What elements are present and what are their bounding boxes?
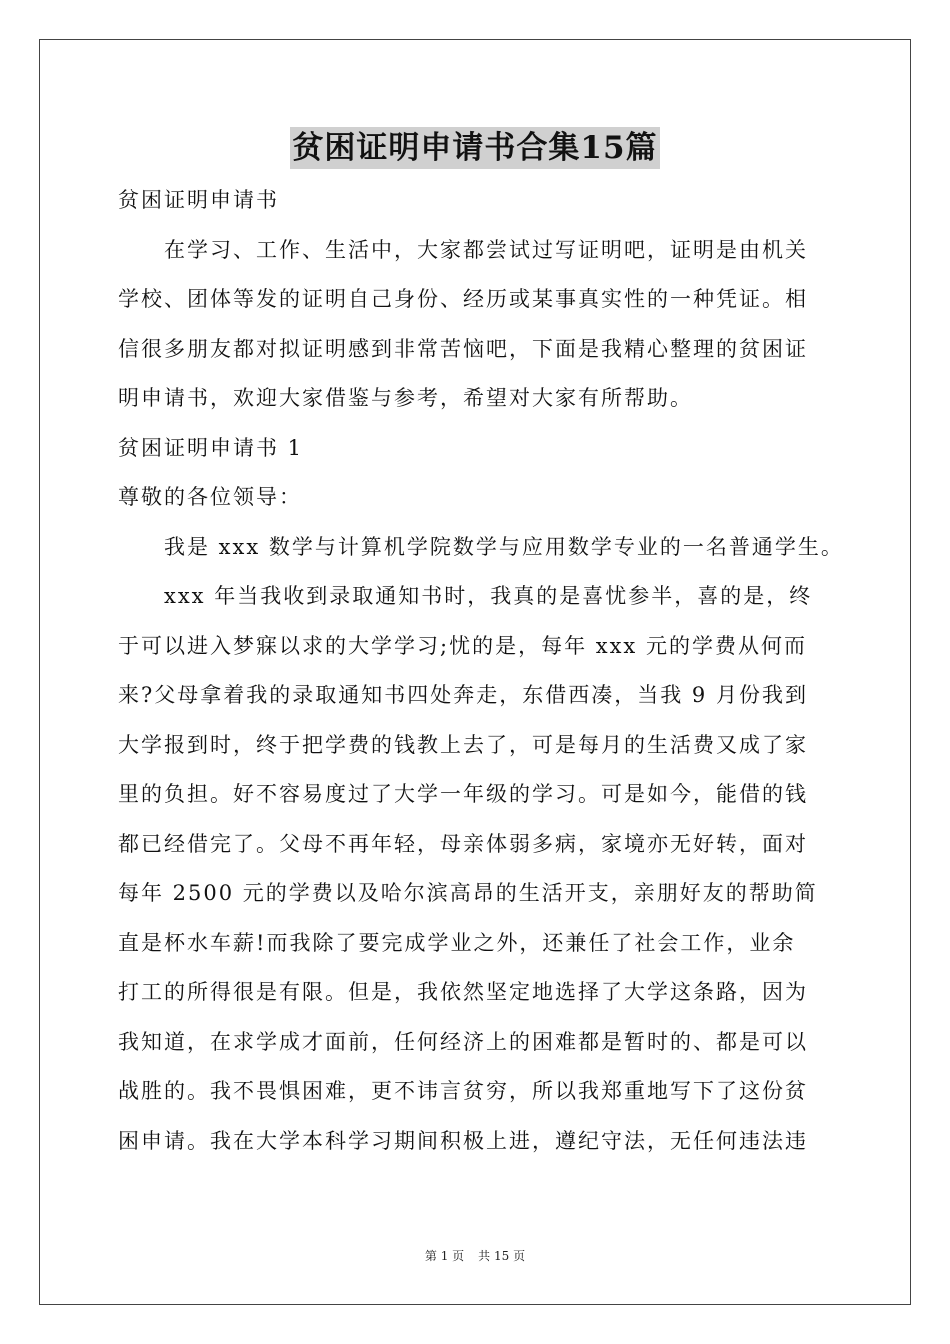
text-line: 大学报到时，终于把学费的钱教上去了，可是每月的生活费又成了家	[118, 732, 808, 757]
text-line: 直是杯水车薪!而我除了要完成学业之外，还兼任了社会工作，业余	[118, 930, 796, 955]
page-footer	[0, 1247, 950, 1264]
document-title: 贫困证明申请书合集15篇	[290, 127, 659, 169]
text-line: 里的负担。好不容易度过了大学一年级的学习。可是如今，能借的钱	[118, 782, 808, 806]
text-line: 都已经借完了。父母不再年轻，母亲体弱多病，家境亦无好转，面对	[118, 831, 808, 856]
text-line: 学校、团体等发的证明自己身份、经历或某事真实性的一种凭证。相	[118, 287, 808, 311]
title-container	[0, 127, 950, 169]
page-number-current: 第 1 页	[424, 1249, 465, 1263]
text-line: 打工的所得很是有限。但是，我依然坚定地选择了大学这条路，因为	[118, 980, 808, 1004]
text-line: 贫困证明申请书 1	[118, 435, 304, 460]
page-number-total: 共 15 页	[478, 1249, 526, 1263]
text-line: 于可以进入梦寐以求的大学学习;忧的是，每年 xxx 元的学费从何而	[118, 633, 807, 658]
text-line: 我知道，在求学成才面前，任何经济上的困难都是暂时的、都是可以	[118, 1029, 808, 1054]
text-line: 每年 2500 元的学费以及哈尔滨高昂的生活开支，亲朋好友的帮助简	[118, 881, 818, 905]
text-line: 来?父母拿着我的录取通知书四处奔走，东借西凑，当我 9 月份我到	[118, 683, 808, 707]
text-line: 我是 xxx 数学与计算机学院数学与应用数学专业的一名普通学生。	[164, 534, 844, 559]
text-line: 贫困证明申请书	[118, 188, 279, 212]
text-line: xxx 年当我收到录取通知书时，我真的是喜忧参半，喜的是，终	[164, 584, 813, 608]
text-line: 战胜的。我不畏惧困难，更不讳言贫穷，所以我郑重地写下了这份贫	[118, 1079, 808, 1103]
document-body	[118, 176, 844, 1166]
text-line: 信很多朋友都对拟证明感到非常苦恼吧，下面是我精心整理的贫困证	[118, 336, 808, 361]
text-line: 明申请书，欢迎大家借鉴与参考，希望对大家有所帮助。	[118, 386, 693, 410]
text-line: 在学习、工作、生活中，大家都尝试过写证明吧，证明是由机关	[164, 237, 808, 262]
text-line: 尊敬的各位领导：	[118, 485, 302, 509]
text-line: 困申请。我在大学本科学习期间积极上进，遵纪守法，无任何违法违	[118, 1128, 808, 1153]
